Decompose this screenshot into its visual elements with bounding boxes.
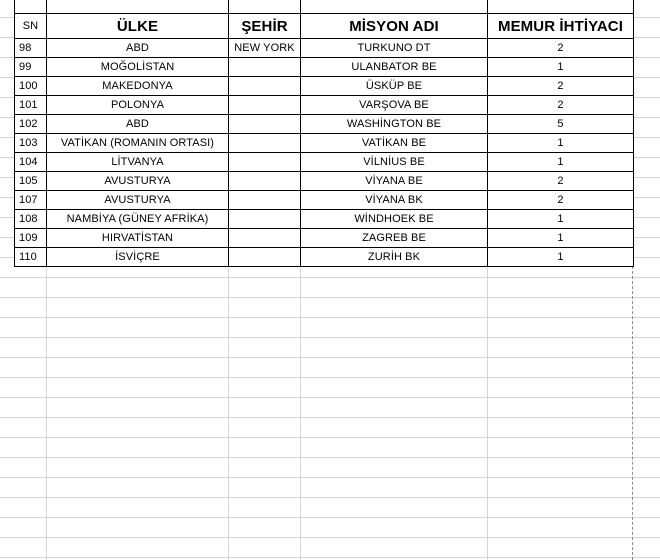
cell-mission[interactable]: VİYANA BE [301, 172, 488, 191]
cell-city[interactable] [229, 96, 301, 115]
cell-sn[interactable]: 99 [15, 58, 47, 77]
header-sn[interactable]: SN [15, 14, 47, 39]
cell-city[interactable] [229, 210, 301, 229]
cell-country[interactable]: HIRVATİSTAN [47, 229, 229, 248]
cell-sn[interactable]: 104 [15, 153, 47, 172]
cell-mission[interactable]: VATİKAN BE [301, 134, 488, 153]
cell-country[interactable]: MOĞOLİSTAN [47, 58, 229, 77]
cell-city[interactable] [229, 77, 301, 96]
cell[interactable] [47, 0, 229, 14]
cell-staff-need[interactable]: 2 [488, 191, 634, 210]
cell-city[interactable] [229, 172, 301, 191]
cell-staff-need[interactable]: 1 [488, 229, 634, 248]
cell[interactable] [301, 0, 488, 14]
cell-city[interactable] [229, 248, 301, 267]
cell-country[interactable]: ABD [47, 39, 229, 58]
cell-mission[interactable]: VİYANA BK [301, 191, 488, 210]
table-row [15, 229, 634, 248]
table-row [15, 96, 634, 115]
cell-country[interactable]: VATİKAN (ROMANIN ORTASI) [47, 134, 229, 153]
cell-staff-need[interactable]: 1 [488, 153, 634, 172]
cell-mission[interactable]: ULANBATOR BE [301, 58, 488, 77]
cell-country[interactable]: POLONYA [47, 96, 229, 115]
cell-staff-need[interactable]: 1 [488, 248, 634, 267]
header-row [15, 14, 634, 39]
cell-mission[interactable]: VARŞOVA BE [301, 96, 488, 115]
cell-sn[interactable]: 109 [15, 229, 47, 248]
table-row [15, 134, 634, 153]
cell-city[interactable] [229, 58, 301, 77]
cell[interactable] [488, 0, 634, 14]
cell-country[interactable]: İSVİÇRE [47, 248, 229, 267]
table-row [15, 172, 634, 191]
cell-country[interactable]: MAKEDONYA [47, 77, 229, 96]
cell-staff-need[interactable]: 2 [488, 77, 634, 96]
cell-city[interactable] [229, 115, 301, 134]
cell-city[interactable] [229, 153, 301, 172]
cell-sn[interactable]: 103 [15, 134, 47, 153]
cell-mission[interactable]: ÜSKÜP BE [301, 77, 488, 96]
table-row [15, 115, 634, 134]
header-city[interactable]: ŞEHİR [229, 14, 301, 39]
table-row [15, 153, 634, 172]
cell-mission[interactable]: ZAGREB BE [301, 229, 488, 248]
cell-staff-need[interactable]: 1 [488, 58, 634, 77]
cell-mission[interactable]: ZURİH BK [301, 248, 488, 267]
cell-staff-need[interactable]: 2 [488, 39, 634, 58]
cell-staff-need[interactable]: 1 [488, 134, 634, 153]
cell-country[interactable]: NAMBİYA (GÜNEY AFRİKA) [47, 210, 229, 229]
table-row [15, 58, 634, 77]
cell-country[interactable]: AVUSTURYA [47, 172, 229, 191]
cell-sn[interactable]: 101 [15, 96, 47, 115]
cell-staff-need[interactable]: 2 [488, 172, 634, 191]
cell-country[interactable]: ABD [47, 115, 229, 134]
cell-city[interactable] [229, 229, 301, 248]
cell-mission[interactable]: WİNDHOEK BE [301, 210, 488, 229]
table-row [15, 248, 634, 267]
blank-row [15, 0, 634, 14]
table-row [15, 77, 634, 96]
cell-staff-need[interactable]: 5 [488, 115, 634, 134]
table-row [15, 210, 634, 229]
cell-sn[interactable]: 108 [15, 210, 47, 229]
table-row [15, 39, 634, 58]
header-staff-need[interactable]: MEMUR İHTİYACI [488, 14, 634, 39]
cell-staff-need[interactable]: 2 [488, 96, 634, 115]
cell-mission[interactable]: TURKUNO DT [301, 39, 488, 58]
cell-sn[interactable]: 107 [15, 191, 47, 210]
cell-mission[interactable]: VİLNİUS BE [301, 153, 488, 172]
cell-staff-need[interactable]: 1 [488, 210, 634, 229]
cell-city[interactable]: NEW YORK [229, 39, 301, 58]
cell-mission[interactable]: WASHİNGTON BE [301, 115, 488, 134]
table-row [15, 191, 634, 210]
header-mission[interactable]: MİSYON ADI [301, 14, 488, 39]
cell-city[interactable] [229, 191, 301, 210]
cell-sn[interactable]: 100 [15, 77, 47, 96]
cell-sn[interactable]: 105 [15, 172, 47, 191]
cell-city[interactable] [229, 134, 301, 153]
cell-sn[interactable]: 110 [15, 248, 47, 267]
cell-country[interactable]: AVUSTURYA [47, 191, 229, 210]
cell[interactable] [229, 0, 301, 14]
cell[interactable] [15, 0, 47, 14]
cell-sn[interactable]: 102 [15, 115, 47, 134]
mission-staff-table [14, 0, 634, 267]
header-country[interactable]: ÜLKE [47, 14, 229, 39]
cell-sn[interactable]: 98 [15, 39, 47, 58]
cell-country[interactable]: LİTVANYA [47, 153, 229, 172]
